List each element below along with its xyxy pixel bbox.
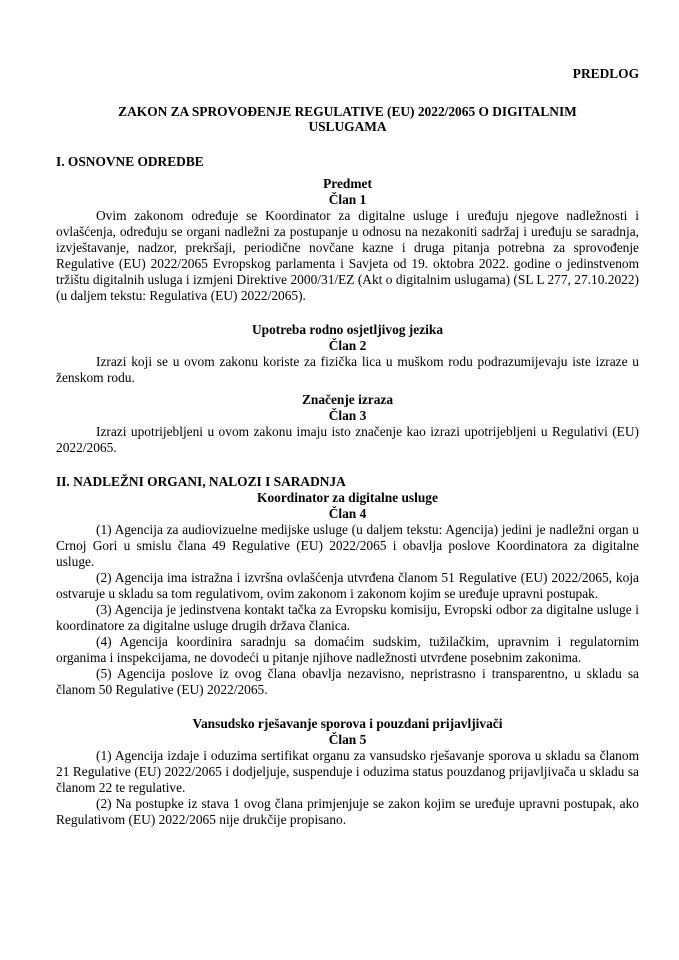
section-heading-1: I. OSNOVNE ODREDBE: [56, 154, 204, 169]
article-5-heading: Vansudsko rješavanje sporova i pouzdani prijavljivači: [192, 716, 503, 731]
article-4-number: Član 4: [328, 506, 367, 521]
article-3-paragraph: Izrazi upotrijebljeni u ovom zakonu imaju isto značenje kao izrazi upotrijebljeni u Regulativi (EU) 2022/2065.: [56, 424, 639, 455]
article-4-heading: Koordinator za digitalne usluge: [257, 490, 438, 505]
law-title: ZAKON ZA SPROVOĐENJE REGULATIVE (EU) 2022/2065 O DIGITALNIM USLUGAMA: [118, 104, 577, 134]
document-page: [56, 66, 639, 828]
article-5-paragraph-2: (2) Na postupke iz stava 1 ovog člana primjenjuje se zakon kojim se uređuje upravni postupak, ako Regulativom (EU) 2022/2065 nije drukčije propisano.: [56, 796, 639, 827]
article-3-number: Član 3: [328, 408, 367, 423]
article-2-paragraph: Izrazi koji se u ovom zakonu koriste za fizička lica u muškom rodu podrazumijevaju iste izraze u ženskom rodu.: [56, 354, 639, 385]
article-5-paragraph-1: (1) Agencija izdaje i oduzima sertifikat organu za vansudsko rješavanje sporova u skladu sa članom 21 Regulative (EU) 2022/2065 i dodjeljuje, suspenduje i oduzima status pouzdanog prijavljivača u skladu sa članom 22 te regulative.: [56, 748, 639, 795]
article-3-heading: Značenje izraza: [301, 392, 394, 407]
article-4-paragraph-4: (4) Agencija koordinira saradnju sa domaćim sudskim, tužilačkim, upravnim i regulatornim organima i inspekcijama, ne dovodeći u pitanje njihove nadležnosti utvrđene posebnim zakonima.: [56, 634, 639, 665]
article-4-paragraph-3: (3) Agencija je jedinstvena kontakt tačka za Evropsku komisiju, Evropski odbor za digitalne usluge i koordinatore za digitalne usluge drugih država članica.: [56, 602, 639, 633]
article-4-paragraph-5: (5) Agencija poslove iz ovog člana obavlja nezavisno, nepristrasno i transparentno, u skladu sa članom 50 Regulative (EU) 2022/2065.: [56, 666, 639, 697]
article-1-paragraph: Ovim zakonom određuje se Koordinator za digitalne usluge i uređuju njegove nadležnosti i ovlašćenja, određuju se organi nadležni za postupanje u odnosu na nezakoniti sadržaj i uređuju se saradnja, izvještavanje, nadzor, prekršaji, periodične novčane kazne i druga pitanja potrebna za sprovođenje Regulative (EU) 2022/2065 Evropskog parlamenta i Savjeta od 19. oktobra 2022. godine o jedinstvenom tržištu digitalnih usluga i izmjeni Direktive 2000/31/EZ (Akt o digitalnim uslugama) (SL L 277, 27.10.2022) (u daljem tekstu: Regulativa (EU) 2022/2065).: [56, 208, 639, 303]
proposal-label: PREDLOG: [572, 66, 639, 81]
section-heading-2: II. NADLEŽNI ORGANI, NALOZI I SARADNJA: [56, 474, 346, 489]
article-1-number: Član 1: [328, 192, 367, 207]
article-1-heading: Predmet: [323, 176, 372, 191]
article-2-number: Član 2: [328, 338, 367, 353]
article-2-heading: Upotreba rodno osjetljivog jezika: [251, 322, 444, 337]
article-4-paragraph-1: (1) Agencija za audiovizuelne medijske usluge (u daljem tekstu: Agencija) jedini je nadležni organ u Crnoj Gori u smislu člana 49 Regulative (EU) 2022/2065 i obavlja poslove Koordinatora za digitalne usluge.: [56, 522, 639, 569]
article-5-number: Član 5: [328, 732, 367, 747]
article-4-paragraph-2: (2) Agencija ima istražna i izvršna ovlašćenja utvrđena članom 51 Regulative (EU) 2022/2065, koja ostvaruje u skladu sa tom regulativom, ovim zakonom i zakonom kojim se uređuje upravni postupak.: [56, 570, 639, 601]
